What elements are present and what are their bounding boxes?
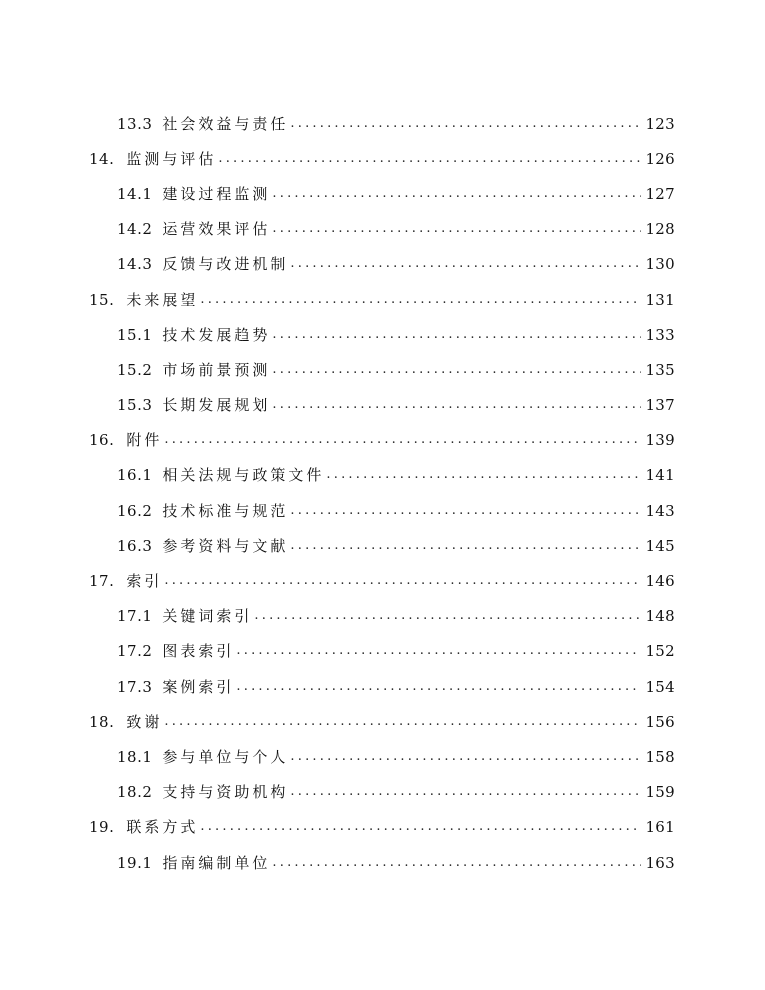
toc-entry-page: 154 bbox=[645, 677, 675, 696]
dot-leader bbox=[236, 642, 641, 660]
dot-leader bbox=[272, 326, 641, 344]
toc-entry[interactable] bbox=[0, 810, 765, 845]
dot-leader bbox=[254, 607, 641, 625]
toc-entry[interactable] bbox=[0, 634, 765, 669]
toc-entry-page: 133 bbox=[645, 325, 675, 344]
toc-entry[interactable] bbox=[0, 845, 765, 880]
toc-entry-number: 18.2 bbox=[117, 783, 153, 802]
dot-leader bbox=[164, 713, 641, 731]
toc-entry[interactable] bbox=[0, 141, 765, 176]
toc-entry-number: 15.3 bbox=[117, 396, 153, 415]
toc-entry-title: 联系方式 bbox=[126, 818, 199, 837]
toc-entry[interactable] bbox=[0, 176, 765, 211]
toc-entry-title: 市场前景预测 bbox=[162, 360, 271, 379]
toc-entry-title: 致谢 bbox=[126, 712, 163, 731]
toc-entry[interactable] bbox=[0, 247, 765, 282]
toc-entry-page: 123 bbox=[645, 114, 675, 133]
toc-entry-page: 137 bbox=[645, 396, 675, 415]
toc-entry-number: 18.1 bbox=[117, 747, 153, 766]
toc-entry-number: 14.2 bbox=[117, 220, 153, 239]
toc-entry-page: 128 bbox=[645, 220, 675, 239]
dot-leader bbox=[272, 220, 641, 238]
dot-leader bbox=[290, 115, 641, 133]
dot-leader bbox=[326, 466, 641, 484]
toc-entry-title: 指南编制单位 bbox=[162, 853, 271, 872]
toc-entry-page: 141 bbox=[645, 466, 675, 485]
dot-leader bbox=[272, 361, 641, 379]
dot-leader bbox=[200, 818, 641, 836]
toc-entry[interactable] bbox=[0, 458, 765, 493]
toc-entry-page: 126 bbox=[645, 149, 675, 168]
toc-entry[interactable] bbox=[0, 704, 765, 739]
toc-entry[interactable] bbox=[0, 212, 765, 247]
toc-entry-title: 运营效果评估 bbox=[162, 220, 271, 239]
dot-leader bbox=[272, 854, 641, 872]
toc-entry-number: 16.1 bbox=[117, 466, 153, 485]
toc-entry-title: 关键词索引 bbox=[162, 607, 253, 626]
dot-leader bbox=[272, 396, 641, 414]
toc-entry-number: 14.3 bbox=[117, 255, 153, 274]
toc-entry-page: 163 bbox=[645, 853, 675, 872]
toc-entry[interactable] bbox=[0, 317, 765, 352]
toc-entry-number: 15.2 bbox=[117, 360, 153, 379]
toc-entry[interactable] bbox=[0, 423, 765, 458]
toc-entry-page: 148 bbox=[645, 607, 675, 626]
toc-entry-number: 16. bbox=[89, 431, 115, 450]
toc-entry-page: 139 bbox=[645, 431, 675, 450]
toc-entry-title: 图表索引 bbox=[162, 642, 235, 661]
toc-entry-page: 145 bbox=[645, 536, 675, 555]
toc-entry-title: 技术发展趋势 bbox=[162, 325, 271, 344]
toc-entry-title: 附件 bbox=[126, 431, 163, 450]
toc-entry-title: 索引 bbox=[126, 572, 163, 591]
toc-entry-number: 19.1 bbox=[117, 853, 153, 872]
toc-entry[interactable] bbox=[0, 282, 765, 317]
toc-entry-title: 建设过程监测 bbox=[162, 184, 271, 203]
toc-entry-number: 13.3 bbox=[117, 114, 153, 133]
toc-entry-title: 社会效益与责任 bbox=[162, 114, 289, 133]
dot-leader bbox=[218, 150, 641, 168]
toc-entry-number: 19. bbox=[89, 818, 115, 837]
toc-entry-number: 16.2 bbox=[117, 501, 153, 520]
toc-entry[interactable] bbox=[0, 106, 765, 141]
dot-leader bbox=[200, 291, 641, 309]
toc-entry-page: 143 bbox=[645, 501, 675, 520]
toc-entry-title: 监测与评估 bbox=[126, 149, 217, 168]
toc-entry[interactable] bbox=[0, 599, 765, 634]
toc-entry-number: 17.1 bbox=[117, 607, 153, 626]
toc-entry-number: 15.1 bbox=[117, 325, 153, 344]
toc-entry-page: 146 bbox=[645, 572, 675, 591]
toc-entry[interactable] bbox=[0, 388, 765, 423]
toc-entry-title: 参考资料与文献 bbox=[162, 536, 289, 555]
toc-entry-title: 相关法规与政策文件 bbox=[162, 466, 325, 485]
dot-leader bbox=[290, 502, 641, 520]
toc-entry[interactable] bbox=[0, 563, 765, 598]
toc-entry-page: 158 bbox=[645, 747, 675, 766]
toc-entry[interactable] bbox=[0, 493, 765, 528]
dot-leader bbox=[290, 748, 641, 766]
toc-entry-page: 156 bbox=[645, 712, 675, 731]
toc-entry-number: 18. bbox=[89, 712, 115, 731]
toc-entry-number: 14.1 bbox=[117, 184, 153, 203]
toc-entry-title: 参与单位与个人 bbox=[162, 747, 289, 766]
dot-leader bbox=[164, 431, 641, 449]
dot-leader bbox=[164, 572, 641, 590]
dot-leader bbox=[290, 537, 641, 555]
toc-entry-number: 14. bbox=[89, 149, 115, 168]
toc-entry-page: 161 bbox=[645, 818, 675, 837]
toc-entry[interactable] bbox=[0, 775, 765, 810]
toc-entry-page: 159 bbox=[645, 783, 675, 802]
toc-entry[interactable] bbox=[0, 739, 765, 774]
toc-entry[interactable] bbox=[0, 669, 765, 704]
dot-leader bbox=[290, 783, 641, 801]
toc-entry-page: 152 bbox=[645, 642, 675, 661]
toc-entry-number: 16.3 bbox=[117, 536, 153, 555]
toc-entry-page: 131 bbox=[645, 290, 675, 309]
table-of-contents bbox=[0, 106, 765, 880]
toc-entry-number: 17. bbox=[89, 572, 115, 591]
toc-entry-number: 15. bbox=[89, 290, 115, 309]
dot-leader bbox=[290, 255, 641, 273]
toc-entry-title: 长期发展规划 bbox=[162, 396, 271, 415]
toc-entry-title: 反馈与改进机制 bbox=[162, 255, 289, 274]
toc-entry-title: 案例索引 bbox=[162, 677, 235, 696]
toc-entry[interactable] bbox=[0, 528, 765, 563]
toc-entry-title: 技术标准与规范 bbox=[162, 501, 289, 520]
toc-entry-title: 支持与资助机构 bbox=[162, 783, 289, 802]
toc-entry-number: 17.3 bbox=[117, 677, 153, 696]
toc-entry-page: 135 bbox=[645, 360, 675, 379]
toc-entry-number: 17.2 bbox=[117, 642, 153, 661]
toc-entry-page: 127 bbox=[645, 184, 675, 203]
dot-leader bbox=[236, 678, 641, 696]
toc-entry-page: 130 bbox=[645, 255, 675, 274]
toc-entry[interactable] bbox=[0, 352, 765, 387]
toc-entry-title: 未来展望 bbox=[126, 290, 199, 309]
dot-leader bbox=[272, 185, 641, 203]
